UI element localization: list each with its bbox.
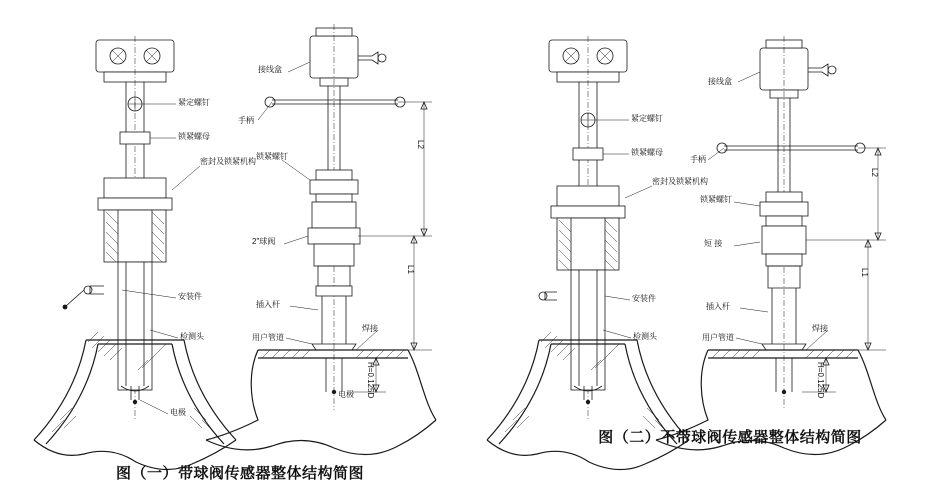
fig2-label-handle: 手柄 xyxy=(690,155,706,164)
fig2-label-lock-nut: 锁紧螺母 xyxy=(631,148,663,157)
fig2-label-insertion-rod: 插入杆 xyxy=(706,302,730,311)
fig1-dim-l1: L1 xyxy=(406,265,415,274)
fig1-label-ball-valve: 2"球阀 xyxy=(252,237,276,246)
fig2-left-assembly xyxy=(487,36,689,470)
fig2-label-mounting-part: 安装件 xyxy=(632,294,656,303)
fig2-right-assembly xyxy=(656,36,886,455)
fig2-label-user-pipe: 用户管道 xyxy=(702,333,734,342)
fig1-label-electrode2: 电极 xyxy=(338,390,354,399)
fig1-label-weld: 焊接 xyxy=(362,324,378,333)
fig2-dim-h: H=0.125D xyxy=(816,362,825,399)
fig2-dim-l1: L1 xyxy=(860,268,869,277)
fig1-label-handle: 手柄 xyxy=(238,116,254,125)
fig1-label-detector-head: 检测头 xyxy=(180,332,204,341)
fig1-caption: 图（一）带球阀传感器整体结构简图 xyxy=(115,465,364,482)
fig1-label-mounting-part: 安装件 xyxy=(178,292,202,301)
fig1-label-seal-lock-mechanism: 密封及锁紧机构 xyxy=(200,157,256,166)
fig1-label-set-screw: 紧定螺钉 xyxy=(178,98,210,107)
fig1-label-junction-box: 接线盒 xyxy=(258,65,282,74)
fig2-label-junction-box: 接线盒 xyxy=(708,77,732,86)
fig1-label-insertion-rod: 插入杆 xyxy=(256,300,280,309)
fig1-dim-l2: L2 xyxy=(416,140,425,149)
fig1-label-electrode: 电极 xyxy=(170,408,186,417)
fig2-label-weld: 焊接 xyxy=(812,324,828,333)
fig1-right-assembly xyxy=(206,24,436,455)
fig1-label-user-pipe: 用户管道 xyxy=(252,333,284,342)
fig2-label-set-screw: 紧定螺钉 xyxy=(631,114,663,123)
fig2-caption: 图（二）不带球阀传感器整体结构简图 xyxy=(598,429,862,446)
fig2-dim-l2: L2 xyxy=(870,168,879,177)
fig1-label-lock-screw: 锁紧螺钉 xyxy=(256,152,288,161)
fig2-label-lock-screw: 锁紧螺钉 xyxy=(700,195,732,204)
fig1-label-lock-nut: 锁紧螺母 xyxy=(178,132,210,141)
fig1-dim-h: H=0.125D xyxy=(366,362,375,399)
fig2-label-seal-lock-mechanism: 密封及锁紧机构 xyxy=(652,177,708,186)
fig2-label-detector-head: 检测头 xyxy=(633,332,657,341)
fig2-label-nipple: 短 接 xyxy=(704,239,723,248)
